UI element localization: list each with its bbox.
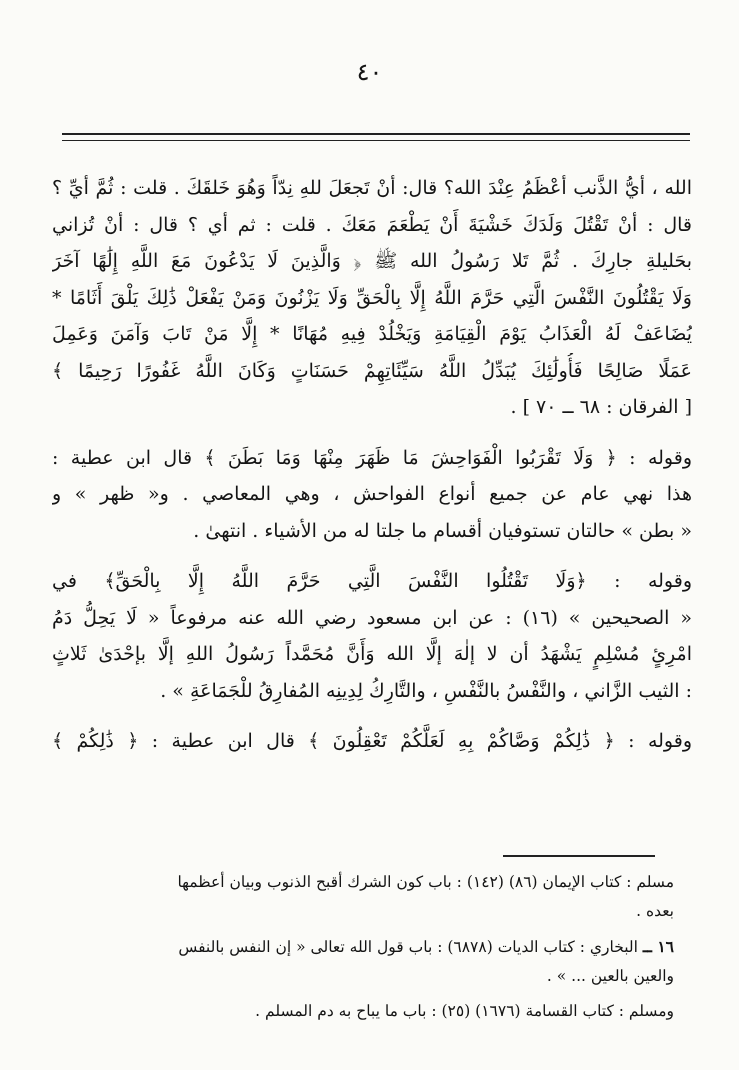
text-line: قال : أنْ تَقْتُلَ وَلَدَكَ خَشْيَةَ أَنْ يَطْعَمَ مَعَكَ . قلت : ثم أي ؟ قال : أنْ تُزاني xyxy=(52,213,692,236)
text-line: [ الفرقان : ٦٨ ــ ٧٠ ] . xyxy=(510,396,692,418)
text-line: وقوله : ﴿وَلَا تَقْتُلُوا النَّفْسَ الَّتِي حَرَّمَ اللَّهُ إِلَّا بِالْحَقِّ﴾ في xyxy=(52,570,692,592)
text-line: بحَليلةِ جارِكَ . ثُمَّ تَلا رَسُولُ الله ﷺ ﴿ وَالَّذِينَ لَا يَدْعُونَ مَعَ اللَّهِ إِلَٰهًا آخَرَ xyxy=(52,250,692,272)
header-rule-thin xyxy=(62,140,690,141)
text-line: : الثيب الزَّاني ، والنَّفْسُ بالنَّفْسِ ، والتَّارِكُ لِدِينِه المُفارِقُ للْجَمَاعَةِ » . xyxy=(160,679,692,702)
footnote-line: ومسلم : كتاب القسامة (١٦٧٦) (٢٥) : باب ما يباح به دم المسلم . xyxy=(255,1002,674,1020)
text-line: « الصحيحين » (١٦) : عن ابن مسعود رضي الله عنه مرفوعاً « لَا يَحِلُّ دَمُ xyxy=(52,606,692,629)
paragraph-dhalikum xyxy=(52,723,692,760)
footnote-number: ١٦ ــ xyxy=(642,937,674,956)
footnote xyxy=(48,932,674,991)
text-line: وقوله : ﴿ ذَٰلِكُمْ وَصَّاكُمْ بِهِ لَعَلَّكُمْ تَعْقِلُونَ ﴾ قال ابن عطية : ﴿ ذَٰلِكُمْ ﴾ xyxy=(52,730,692,752)
footnote-separator xyxy=(503,855,655,857)
text-line: عَمَلًا صَالِحًا فَأُولَٰئِكَ يُبَدِّلُ اللَّهُ سَيِّئَاتِهِمْ حَسَنَاتٍ وَكَانَ اللَّهُ غَفُورًا رَحِيمًا ﴾ xyxy=(52,359,692,382)
footnote-line: بعده . xyxy=(636,902,674,920)
text-line: امْرِئٍ مُسْلِمٍ يَشْهَدُ أن لا إلٰهَ إلَّا الله وَأَنَّ مُحَمَّداً رَسُولُ اللهِ إلَّا بإحْدَىٰ ثَلاثٍ xyxy=(52,643,692,665)
text-line: هذا نهي عام عن جميع أنواع الفواحش ، وهي المعاصي . و« ظهر » و xyxy=(52,483,692,505)
footnote-text: البخاري : كتاب الديات (٦٨٧٨) : باب قول الله تعالى « إن النفس بالنفس xyxy=(178,938,638,956)
footnote xyxy=(48,868,674,926)
text-line: وَلَا يَقْتُلُونَ النَّفْسَ الَّتِي حَرَّمَ اللَّهُ إِلَّا بِالْحَقِّ وَلَا يَزْنُونَ وَمَنْ يَفْعَلْ ذَٰلِكَ يَلْقَ أَثَامًا * xyxy=(52,286,692,309)
text-line: وقوله : ﴿ وَلَا تَقْرَبُوا الْفَوَاحِشَ مَا ظَهَرَ مِنْهَا وَمَا بَطَنَ ﴾ قال ابن عطية : xyxy=(52,446,692,469)
footnote-line: مسلم : كتاب الإيمان (٨٦) (١٤٢) : باب كون الشرك أقبح الذنوب وبيان أعظمها xyxy=(177,873,674,891)
header-rule-thick xyxy=(62,133,690,135)
footnotes xyxy=(48,868,674,1032)
paragraph-fawahish xyxy=(52,440,692,550)
footnote-line xyxy=(48,932,674,962)
page-number: ٤٠ xyxy=(356,58,383,86)
main-text xyxy=(52,170,692,774)
paragraph-hadith-and-verse xyxy=(52,170,692,426)
text-line: « بطن » حالتان تستوفيان أقسام ما جلتا له من الأشياء . انتهىٰ . xyxy=(193,519,692,542)
text-line: يُضَاعَفْ لَهُ الْعَذَابُ يَوْمَ الْقِيَامَةِ وَيَخْلُدْ فِيهِ مُهَانًا * إِلَّا مَنْ تَابَ وَآمَنَ وَعَمِلَ xyxy=(52,323,692,345)
paragraph-nafs xyxy=(52,563,692,709)
footnote xyxy=(48,997,674,1026)
footnote-line: والعين بالعين ... » . xyxy=(546,967,674,985)
text-line: الله ، أيُّ الذَّنب أعْظَمُ عِنْدَ الله؟ قال: أنْ تَجعَلَ للهِ نِدّاً وَهُوَ خَلقَكَ . قلت : ثُمَّ أيِّ ؟ xyxy=(52,177,692,199)
